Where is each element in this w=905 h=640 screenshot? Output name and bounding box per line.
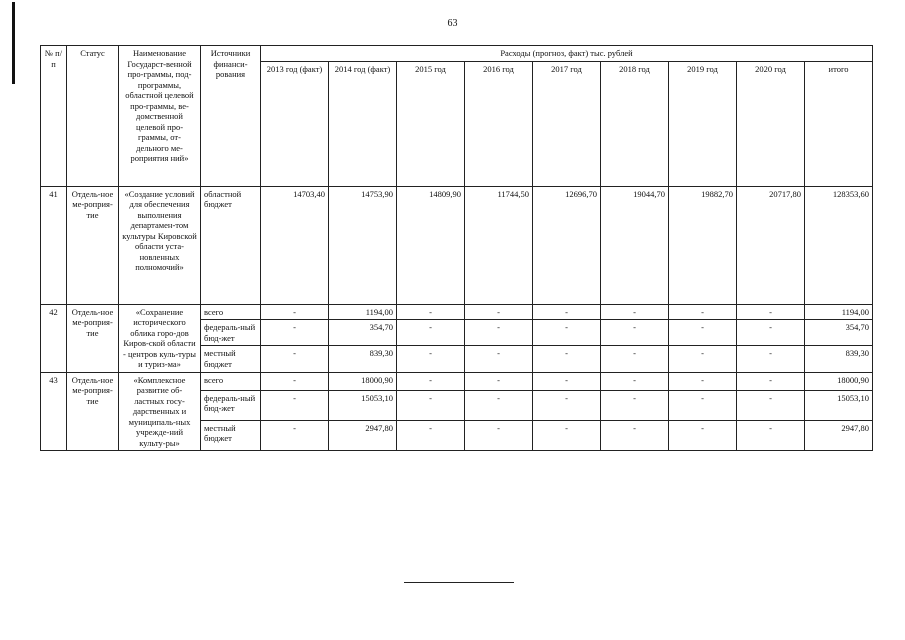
- row-value: -: [397, 320, 465, 346]
- header-year: 2017 год: [533, 61, 601, 186]
- row-source: всего: [201, 372, 261, 390]
- row-value: -: [397, 346, 465, 372]
- row-name: «Создание условий для обеспечения выполнения департамен-том культуры Кировской области уста-новленных полномочий»: [119, 186, 201, 304]
- row-source: всего: [201, 304, 261, 320]
- row-value: -: [601, 390, 669, 420]
- row-value: 20717,80: [737, 186, 805, 304]
- header-year: 2015 год: [397, 61, 465, 186]
- row-value: -: [737, 304, 805, 320]
- row-value: 839,30: [329, 346, 397, 372]
- row-value: -: [465, 372, 533, 390]
- row-value: -: [397, 420, 465, 450]
- header-total: итого: [805, 61, 873, 186]
- header-year: 2020 год: [737, 61, 805, 186]
- row-value: -: [261, 320, 329, 346]
- header-row: [41, 46, 873, 62]
- row-value: -: [465, 304, 533, 320]
- row-value: -: [533, 304, 601, 320]
- row-value: 12696,70: [533, 186, 601, 304]
- row-value: -: [737, 390, 805, 420]
- footer-divider: [404, 582, 514, 583]
- row-value: -: [669, 372, 737, 390]
- row-value: -: [533, 320, 601, 346]
- row-value: -: [465, 420, 533, 450]
- header-sources: Источники финанси-рования: [201, 46, 261, 187]
- row-value: -: [601, 420, 669, 450]
- table-row: [41, 304, 873, 320]
- expenses-table: [40, 45, 873, 451]
- row-value: -: [397, 390, 465, 420]
- row-value: -: [261, 390, 329, 420]
- page-number: 63: [447, 18, 458, 29]
- row-value: -: [737, 420, 805, 450]
- row-status: Отдель-ное ме-роприя-тие: [67, 372, 119, 451]
- row-value: -: [669, 320, 737, 346]
- row-value: -: [465, 390, 533, 420]
- row-source: местный бюджет: [201, 420, 261, 450]
- row-value: -: [397, 304, 465, 320]
- row-value: 354,70: [329, 320, 397, 346]
- header-year: 2018 год: [601, 61, 669, 186]
- row-value: -: [261, 420, 329, 450]
- row-value: -: [465, 320, 533, 346]
- row-value: -: [669, 304, 737, 320]
- header-status: Статус: [67, 46, 119, 187]
- row-value: -: [465, 346, 533, 372]
- row-value: -: [601, 304, 669, 320]
- row-value: -: [737, 320, 805, 346]
- header-year: 2016 год: [465, 61, 533, 186]
- row-value: -: [737, 372, 805, 390]
- row-value: 14809,90: [397, 186, 465, 304]
- header-year: 2013 год (факт): [261, 61, 329, 186]
- row-value: -: [533, 390, 601, 420]
- row-value: -: [669, 346, 737, 372]
- row-status: Отдель-ное ме-роприя-тие: [67, 186, 119, 304]
- row-num: 42: [41, 304, 67, 372]
- table-row: [41, 372, 873, 390]
- row-value: 14703,40: [261, 186, 329, 304]
- header-expenses: Расходы (прогноз, факт) тыс. рублей: [261, 46, 873, 62]
- row-value: 19044,70: [601, 186, 669, 304]
- scan-margin-bar: [12, 2, 15, 84]
- row-num: 43: [41, 372, 67, 451]
- row-total: 128353,60: [805, 186, 873, 304]
- row-value: 19882,70: [669, 186, 737, 304]
- row-total: 354,70: [805, 320, 873, 346]
- row-value: 1194,00: [329, 304, 397, 320]
- row-value: -: [261, 304, 329, 320]
- row-value: -: [397, 372, 465, 390]
- row-value: -: [737, 346, 805, 372]
- row-total: 2947,80: [805, 420, 873, 450]
- row-source: областной бюджет: [201, 186, 261, 304]
- row-status: Отдель-ное ме-роприя-тие: [67, 304, 119, 372]
- row-value: -: [669, 420, 737, 450]
- row-value: -: [533, 420, 601, 450]
- row-value: 14753,90: [329, 186, 397, 304]
- header-num: № п/п: [41, 46, 67, 187]
- row-name: «Сохранение исторического облика горо-дов Киров-ской области - центров куль-туры и туриз-ма»: [119, 304, 201, 372]
- row-value: -: [601, 346, 669, 372]
- table-row: [41, 186, 873, 304]
- header-year: 2019 год: [669, 61, 737, 186]
- row-value: 2947,80: [329, 420, 397, 450]
- row-total: 18000,90: [805, 372, 873, 390]
- row-value: -: [601, 372, 669, 390]
- row-name: «Комплексное развитие об-ластных госу-дарственных и муниципаль-ных учрежде-ний культу-ры»: [119, 372, 201, 451]
- row-total: 15053,10: [805, 390, 873, 420]
- header-year: 2014 год (факт): [329, 61, 397, 186]
- row-total: 839,30: [805, 346, 873, 372]
- row-value: 18000,90: [329, 372, 397, 390]
- row-value: -: [261, 346, 329, 372]
- row-value: 15053,10: [329, 390, 397, 420]
- row-value: -: [533, 372, 601, 390]
- row-source: федераль-ный бюд-жет: [201, 320, 261, 346]
- row-source: местный бюджет: [201, 346, 261, 372]
- row-value: -: [669, 390, 737, 420]
- row-value: -: [601, 320, 669, 346]
- row-num: 41: [41, 186, 67, 304]
- row-value: 11744,50: [465, 186, 533, 304]
- row-total: 1194,00: [805, 304, 873, 320]
- header-name: Наименование Государст-венной про-граммы, под-программы, областной целевой про-граммы, ве-домственной целевой про-граммы, от-дельного ме-роприятия ний»: [119, 46, 201, 187]
- row-value: -: [261, 372, 329, 390]
- row-source: федераль-ный бюд-жет: [201, 390, 261, 420]
- row-value: -: [533, 346, 601, 372]
